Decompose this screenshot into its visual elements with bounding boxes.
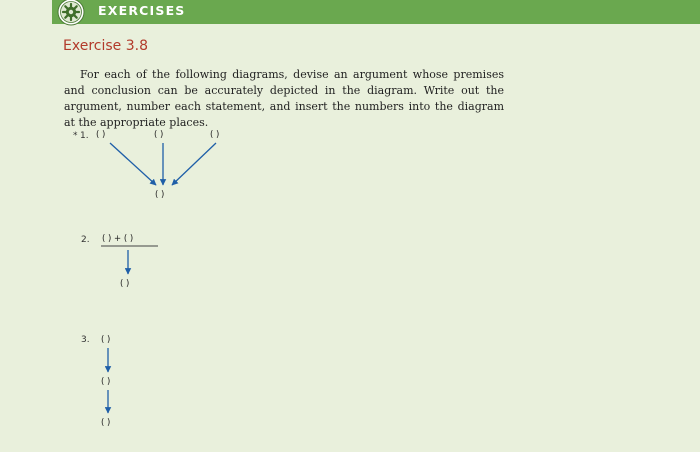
section-title: EXERCISES [98, 3, 186, 18]
diagram-1-premise-3: ( ) [210, 130, 220, 140]
instructions-text: For each of the following diagrams, devise an argument whose premises and conclusion can be accurately depicted in the diagram. Write out the argument, number each statement, and insert the numbers into the diagram at the appropriate places. [64, 68, 504, 129]
diagram-2-conclusion: ( ) [120, 279, 130, 289]
diagram-3-number: 3. [81, 335, 90, 345]
diagram-2-number: 2. [81, 235, 90, 245]
diagram-3-conclusion: ( ) [101, 418, 111, 428]
diagram-1-arrow-right [172, 143, 216, 185]
exercise-title: Exercise 3.8 [63, 38, 148, 54]
diagram-2-premises: ( ) + ( ) [102, 234, 134, 244]
diagram-3-intermediate: ( ) [101, 377, 111, 387]
diagram-1-conclusion: ( ) [155, 190, 165, 200]
diagram-1-premise-1: ( ) [96, 130, 106, 140]
diagram-1-number: 1. [80, 131, 89, 141]
diagram-1-premise-2: ( ) [154, 130, 164, 140]
starred-marker: * [73, 131, 78, 141]
diagram-3-premise: ( ) [101, 335, 111, 345]
diagram-1-arrow-left [110, 143, 156, 185]
